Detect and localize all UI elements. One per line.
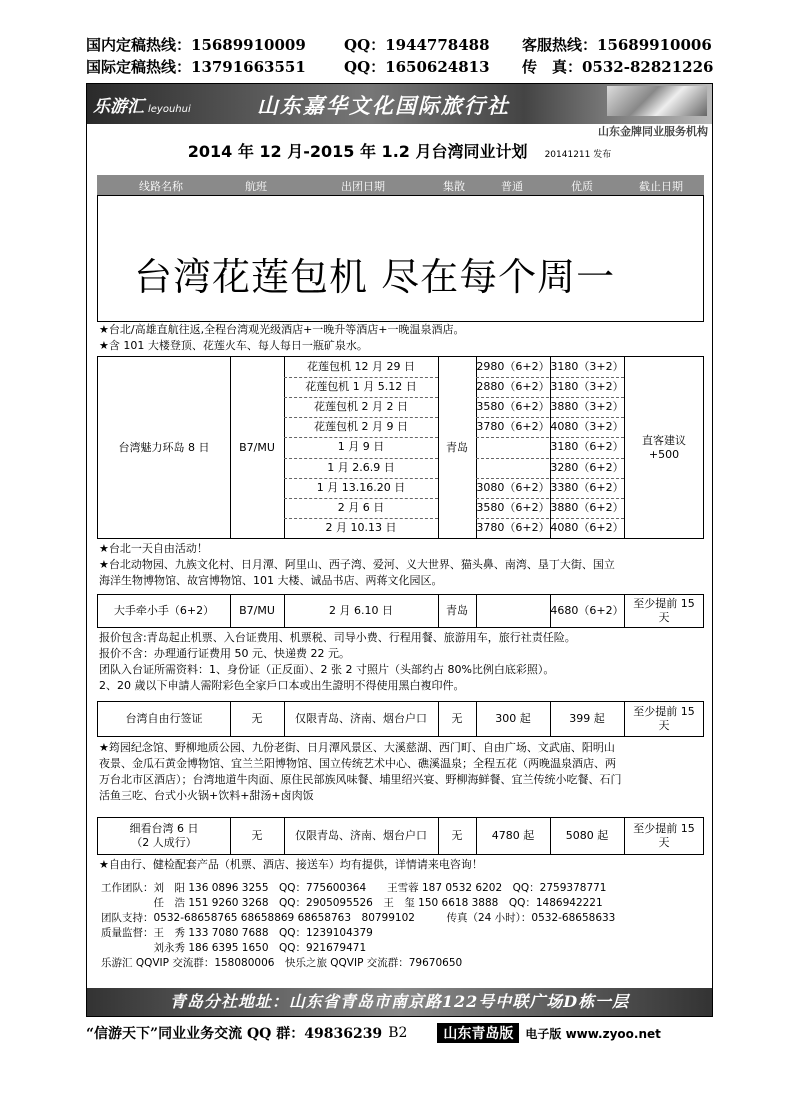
route1-normal: 2880（6+2） (476, 380, 550, 394)
col-route: 线路名称 (139, 180, 183, 193)
route1-date: 1 月 9 日 (337, 440, 385, 454)
col-hub: 集散 (443, 180, 465, 193)
route1-date: 花莲包机 2 月 9 日 (314, 420, 408, 434)
route1-date: 1 月 13.16.20 日 (316, 480, 406, 494)
note-line: 活鱼三吃、台式小火锅+饮料+甜汤+卤肉饭 (99, 789, 314, 802)
website: 电子版 www.zyoo.net (525, 1026, 661, 1041)
row-divider (476, 377, 624, 378)
col-normal: 普通 (501, 180, 523, 193)
note-line: 团队入台证所需资料：1、身份证（正反面）、2 张 2 寸照片（头部约占 80%比例白底彩照）。 (99, 663, 555, 676)
row-divider (284, 458, 438, 459)
route1-premium: 3380（6+2） (550, 480, 624, 494)
route1-date: 2 月 6 日 (337, 500, 385, 514)
contact-line: 乐游汇 QQVIP 交流群：158080006 快乐之旅 QQVIP 交流群：79670650 (101, 957, 463, 969)
route1-premium: 3880（3+2） (550, 400, 624, 414)
route1-normal: 3780（6+2） (476, 420, 550, 434)
title-row (87, 139, 712, 162)
headline: 台湾花莲包机 尽在每个周一 (134, 255, 616, 299)
route1-name: 台湾魅力环岛 8 日 (118, 440, 210, 454)
note-line: 夜景、金瓜石黄金博物馆、宜兰兰阳博物馆、国立传统艺术中心、礁溪温泉；全程五花（两晚温泉酒店、两 (99, 757, 616, 770)
row-divider (284, 437, 438, 438)
row-divider (284, 518, 438, 519)
route2-date: 2 月 6.10 日 (329, 604, 393, 617)
route3-date: 仅限青岛、济南、烟台户口 (295, 712, 427, 725)
row-divider (284, 397, 438, 398)
note-line: ★台北动物园、九族文化村、日月潭、阿里山、西子湾、爱河、义大世界、猫头鼻、南湾、垦丁大街、国立 (99, 558, 615, 571)
row-divider (476, 397, 624, 398)
row-divider (284, 377, 438, 378)
col-date: 出团日期 (341, 180, 385, 193)
col-premium: 优质 (571, 180, 593, 193)
route2-deadline: 至少提前 15 天 (633, 597, 695, 624)
bottom-line (86, 1023, 716, 1043)
headline-box (97, 195, 704, 322)
qq-1: QQ：1944778488 (344, 36, 490, 54)
route1-premium: 3180（6+2） (550, 440, 624, 454)
route4-city: 无 (451, 829, 463, 842)
note-line: 报价不含：办理通行证费用 50 元、快递费 22 元。 (99, 647, 350, 660)
route1-normal (476, 437, 550, 457)
row-divider (284, 417, 438, 418)
publish-date: 20141211 发布 (544, 150, 612, 160)
route2-table (97, 594, 704, 628)
note-line: 2、20 歲以下申請人需附彩色全家戶口本或出生證明不得使用黑白複印件。 (99, 679, 465, 692)
route1-normal (476, 458, 550, 478)
row-divider (476, 478, 624, 479)
route4-name-line1: 细看台湾 6 日 (129, 822, 199, 835)
route1-normal: 2980（6+2） (476, 360, 550, 374)
route3-deadline: 至少提前 15 天 (633, 705, 695, 732)
brand-name: 乐游汇 (93, 97, 144, 117)
route1-date: 花莲包机 1 月 5.12 日 (305, 380, 417, 394)
route4-name (98, 818, 230, 854)
notes-1 (99, 322, 699, 354)
route1-date: 2 月 10.13 日 (325, 520, 397, 534)
note-line: 报价包含:青岛起止机票、入台证费用、机票税、司导小费、行程用餐、旅游用车，旅行社责任险。 (99, 631, 576, 644)
route1-normal: 3580（6+2） (476, 500, 550, 514)
route1-premium: 3880（6+2） (550, 500, 624, 514)
hotlines (86, 34, 726, 78)
route1-premium: 3280（6+2） (550, 460, 624, 474)
route1-normal: 3580（6+2） (476, 400, 550, 414)
company-name: 山东嘉华文化国际旅行社 (257, 93, 510, 118)
col-deadline: 截止日期 (639, 180, 683, 193)
notes-5: ★自由行、健检配套产品（机票、酒店、接送车）均有提供，详情请来电咨询！ (99, 858, 483, 871)
fax: 传 真：0532-82821226 (522, 58, 714, 76)
route1-premium: 3180（3+2） (550, 380, 624, 394)
note-line: ★台北/高雄直航往返,全程台湾观光级酒店+一晚升等酒店+一晚温泉酒店。 (99, 323, 465, 336)
qq-2: QQ：1650624813 (344, 58, 490, 76)
route3-normal: 300 起 (495, 712, 531, 725)
row-divider (284, 498, 438, 499)
route1-flight: B7/MU (239, 440, 275, 454)
table-header (97, 175, 704, 195)
route1-date: 1 月 2.6.9 日 (327, 460, 395, 474)
notes-4 (99, 740, 699, 804)
route3-name: 台湾自由行签证 (125, 712, 203, 725)
international-hotline: 国际定稿热线：13791663551 (86, 58, 306, 76)
row-divider (284, 478, 438, 479)
contact-line: 团队支持：0532-68658765 68658869 68658763 80799102 传真（24 小时）：0532-68658633 (101, 912, 616, 924)
note-line: ★筠园纪念馆、野柳地质公园、九份老街、日月潭风景区、大溪慈湖、西门町、自由广场、文武庙、阳明山 (99, 741, 615, 754)
route3-city: 无 (451, 712, 463, 725)
notes-3 (99, 630, 699, 694)
route4-date: 仅限青岛、济南、烟台户口 (295, 829, 427, 842)
note-line: 海洋生物博物馆、故宫博物馆、101 大楼、诚品书店、两蒋文化园区。 (99, 574, 443, 587)
banner-photo (607, 86, 707, 116)
route1-premium: 4080（3+2） (550, 420, 624, 434)
route4-deadline: 至少提前 15 天 (633, 822, 695, 849)
route1-normal: 3780（6+2） (476, 520, 550, 534)
service-hotline: 客服热线：15689910006 (522, 36, 712, 54)
contact-line: 工作团队：刘 阳 136 0896 3255 QQ：775600364 王雪蓉 187 0532 6202 QQ：2759378771 (101, 882, 607, 894)
flyer-frame (86, 83, 713, 1017)
route1-date: 花莲包机 2 月 2 日 (314, 400, 408, 414)
note-line: ★含 101 大楼登顶、花莲火车、每人每日一瓶矿泉水。 (99, 339, 368, 352)
route2-flight: B7/MU (239, 604, 275, 617)
edition-badge: 山东青岛版 (437, 1023, 519, 1043)
route4-premium: 5080 起 (565, 829, 609, 842)
route2-name: 大手牵小手（6+2） (113, 604, 215, 617)
route2-premium: 4680（6+2） (550, 604, 624, 617)
route1-deadline: 直客建议 +500 (642, 433, 686, 461)
route1-date: 花莲包机 12 月 29 日 (307, 360, 415, 374)
route1-table (97, 356, 704, 539)
brand-logo (93, 92, 191, 117)
qq-group: “信游天下”同业业务交流 QQ 群：49836239 (86, 1026, 383, 1042)
row-divider (476, 458, 624, 459)
page-title: 2014 年 12 月-2015 年 1.2 月台湾同业计划 (187, 142, 528, 161)
route4-name-line2: （2 人成行） (131, 836, 197, 849)
contact-line: 质量监督：王 秀 133 7080 7688 QQ：1239104379 (101, 927, 373, 939)
col-flight: 航班 (245, 180, 267, 193)
row-divider (476, 498, 624, 499)
contact-line: 任 浩 151 9260 3268 QQ：2905095526 王 玺 150 6618 3888 QQ：1486942221 (101, 897, 603, 909)
route4-table (97, 817, 704, 855)
route1-normal: 3080（6+2） (476, 480, 550, 494)
route3-premium: 399 起 (569, 712, 605, 725)
row-divider (476, 417, 624, 418)
route4-flight: 无 (251, 829, 263, 842)
route1-premium: 4080（6+2） (550, 520, 624, 534)
route3-table (97, 701, 704, 737)
domestic-hotline: 国内定稿热线：15689910009 (86, 36, 306, 54)
slogan: 山东金牌同业服务机构 (598, 125, 708, 138)
notes-2 (99, 541, 699, 589)
note-line: 万台北市区酒店）；台湾地道牛肉面、原住民部族风味餐、埔里绍兴宴、野柳海鲜餐、宜兰传统小吃餐、石门 (99, 773, 622, 786)
page-number: B2 (388, 1025, 408, 1041)
contact-line: 刘永秀 186 6395 1650 QQ：921679471 (101, 942, 367, 954)
branch-address: 青岛分社地址：山东省青岛市南京路122号中联广场D栋一层 (87, 988, 712, 1016)
route4-normal: 4780 起 (491, 829, 535, 842)
contact-block (101, 881, 615, 971)
row-divider (476, 518, 624, 519)
route2-normal (476, 595, 550, 627)
route1-city: 青岛 (446, 440, 468, 454)
route2-city: 青岛 (446, 604, 468, 617)
note-line: ★台北一天自由活动！ (99, 542, 208, 555)
brand-en: leyouhui (148, 104, 191, 115)
row-divider (476, 437, 624, 438)
route1-premium: 3180（3+2） (550, 360, 624, 374)
banner (87, 84, 712, 124)
route3-flight: 无 (251, 712, 263, 725)
